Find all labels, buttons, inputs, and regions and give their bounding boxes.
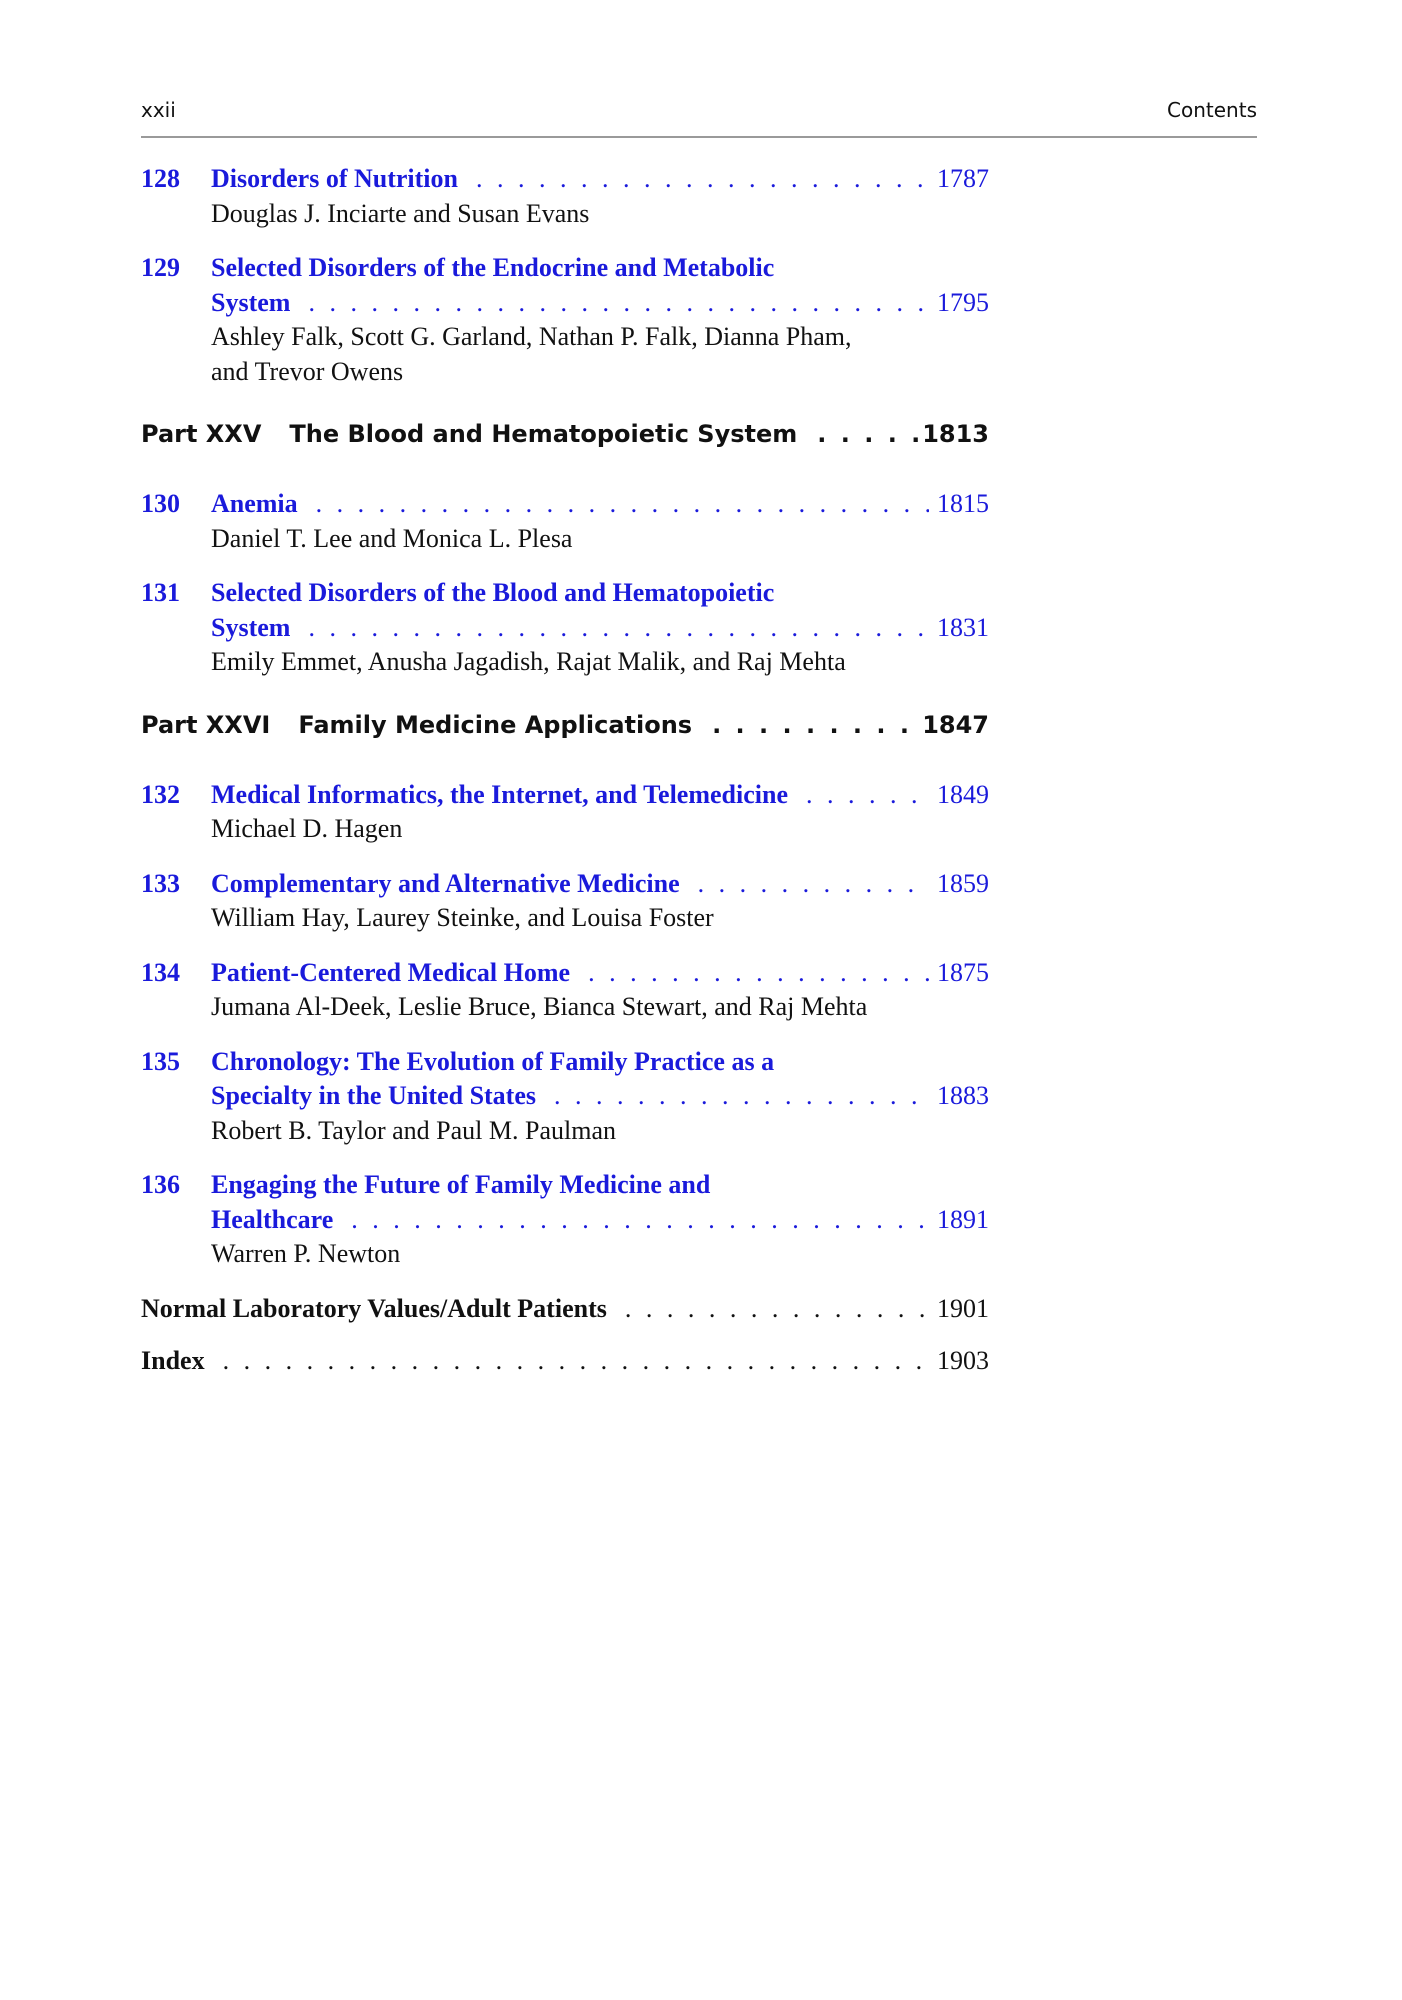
- chapter-title-link[interactable]: Disorders of Nutrition: [211, 164, 458, 193]
- chapter-authors: Emily Emmet, Anusha Jagadish, Rajat Malik, and Raj Mehta: [211, 647, 846, 676]
- dot-leader: [806, 778, 929, 813]
- chapter-title-line: [211, 162, 989, 197]
- toc-entry-136[interactable]: [141, 1168, 989, 1272]
- chapter-authors-continued: and Trevor Owens: [211, 356, 404, 386]
- part-heading-xxv[interactable]: [141, 417, 989, 451]
- running-head: [141, 96, 1257, 138]
- dot-leader: [588, 956, 929, 991]
- dot-leader: [817, 417, 922, 451]
- page-number-link[interactable]: 1875: [937, 957, 989, 987]
- toc-entry-133[interactable]: [141, 867, 989, 936]
- chapter-number: 131: [141, 578, 180, 607]
- chapter-title-link[interactable]: Selected Disorders of the Blood and Hematopoietic: [211, 578, 775, 607]
- dot-leader: [476, 162, 929, 197]
- chapter-authors: Ashley Falk, Scott G. Garland, Nathan P. Falk, Dianna Pham,: [211, 322, 852, 351]
- dot-leader: [308, 286, 929, 321]
- backmatter-title[interactable]: Index: [141, 1346, 205, 1375]
- chapter-title-link[interactable]: Medical Informatics, the Internet, and Telemedicine: [211, 779, 788, 809]
- chapter-title-line: [211, 1079, 989, 1114]
- chapter-title-line: [211, 1203, 989, 1238]
- part-title[interactable]: The Blood and Hematopoietic System: [289, 420, 798, 448]
- chapter-title-link[interactable]: Patient-Centered Medical Home: [211, 957, 571, 987]
- page-number-link[interactable]: 1859: [937, 868, 989, 898]
- chapter-title-line: [211, 867, 989, 902]
- dot-leader: [625, 1292, 929, 1327]
- chapter-authors: Michael D. Hagen: [211, 814, 403, 843]
- chapter-number: 136: [141, 1170, 180, 1199]
- chapter-authors: Jumana Al-Deek, Leslie Bruce, Bianca Stewart, and Raj Mehta: [211, 992, 868, 1021]
- part-page-number[interactable]: 1813: [922, 420, 989, 448]
- chapter-title-line: [211, 956, 989, 991]
- chapter-title-line: [211, 487, 989, 522]
- part-page-number[interactable]: 1847: [922, 710, 989, 739]
- page-folio: xxii: [141, 98, 176, 122]
- part-label: Part XXV: [141, 420, 262, 448]
- chapter-title-link[interactable]: Complementary and Alternative Medicine: [211, 868, 680, 898]
- dot-leader: [351, 1203, 929, 1238]
- chapter-number: 129: [141, 253, 180, 282]
- chapter-authors: Warren P. Newton: [211, 1239, 401, 1268]
- chapter-title-link[interactable]: Selected Disorders of the Endocrine and Metabolic: [211, 253, 775, 282]
- chapter-title-link[interactable]: Engaging the Future of Family Medicine and: [211, 1170, 711, 1199]
- page-number-link[interactable]: 1891: [937, 1204, 989, 1234]
- running-head-title: Contents: [1167, 98, 1257, 122]
- page-number-link[interactable]: 1883: [937, 1081, 989, 1110]
- chapter-title-link-continued[interactable]: System: [211, 612, 291, 642]
- chapter-number: 133: [141, 868, 180, 898]
- chapter-title-link-continued[interactable]: Specialty in the United States: [211, 1081, 536, 1110]
- chapter-title-link-continued[interactable]: System: [211, 287, 291, 317]
- chapter-number: 135: [141, 1046, 180, 1076]
- chapter-title-link[interactable]: Chronology: The Evolution of Family Practice as a: [211, 1046, 775, 1076]
- dot-leader: [308, 611, 929, 646]
- dot-leader: [554, 1079, 929, 1114]
- dot-leader: [223, 1344, 929, 1379]
- page-number-link[interactable]: 1787: [937, 164, 989, 193]
- page-number-link[interactable]: 1815: [937, 489, 989, 518]
- part-title[interactable]: Family Medicine Applications: [298, 710, 693, 739]
- part-label: Part XXVI: [141, 710, 271, 739]
- toc-entry-135[interactable]: [141, 1045, 989, 1149]
- toc-entry-134[interactable]: [141, 956, 989, 1025]
- chapter-authors: Daniel T. Lee and Monica L. Plesa: [211, 523, 573, 553]
- chapter-authors: William Hay, Laurey Steinke, and Louisa Foster: [211, 903, 714, 932]
- backmatter-title[interactable]: Normal Laboratory Values/Adult Patients: [141, 1293, 607, 1323]
- chapter-authors: Robert B. Taylor and Paul M. Paulman: [211, 1115, 616, 1145]
- chapter-title-link[interactable]: Anemia: [211, 489, 298, 518]
- table-of-contents: [141, 162, 989, 1397]
- page-number-link[interactable]: 1849: [937, 779, 989, 809]
- chapter-number: 130: [141, 489, 180, 518]
- page-number[interactable]: 1901: [937, 1293, 989, 1323]
- dot-leader: [316, 487, 929, 522]
- dot-leader: [698, 867, 929, 902]
- chapter-authors: Douglas J. Inciarte and Susan Evans: [211, 198, 590, 228]
- toc-entry-normal-laboratory-values[interactable]: [141, 1292, 989, 1327]
- chapter-title-link-continued[interactable]: Healthcare: [211, 1204, 334, 1234]
- page-number[interactable]: 1903: [937, 1346, 989, 1375]
- toc-entry-132[interactable]: [141, 778, 989, 847]
- toc-entry-130[interactable]: [141, 487, 989, 556]
- chapter-title-line: [211, 611, 989, 646]
- toc-entry-128[interactable]: [141, 162, 989, 231]
- toc-entry-129[interactable]: [141, 251, 989, 389]
- page-number-link[interactable]: 1795: [937, 287, 989, 317]
- part-heading-xxvi[interactable]: [141, 708, 989, 742]
- chapter-number: 128: [141, 164, 180, 193]
- dot-leader: [712, 708, 922, 742]
- toc-entry-index[interactable]: [141, 1344, 989, 1379]
- toc-entry-131[interactable]: [141, 576, 989, 680]
- chapter-title-line: [211, 286, 989, 321]
- chapter-number: 132: [141, 779, 180, 809]
- page-number-link[interactable]: 1831: [937, 612, 989, 642]
- chapter-number: 134: [141, 957, 180, 987]
- chapter-title-line: [211, 778, 989, 813]
